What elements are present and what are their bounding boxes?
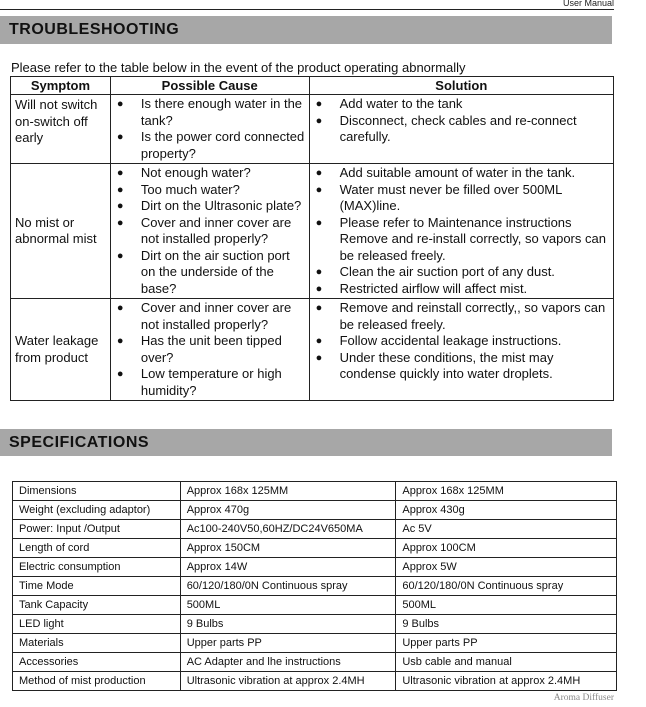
spec-label: Tank Capacity [13, 596, 181, 615]
spec-label: Weight (excluding adaptor) [13, 501, 181, 520]
troubleshooting-header-row [11, 77, 614, 95]
table-row [11, 95, 614, 164]
cause-item: ● Dirt on the Ultrasonic plate? [112, 198, 308, 215]
solution-item: ● Under these conditions, the mist may condense quickly into water droplets. [311, 350, 612, 383]
manual-label: User Manual [562, 0, 614, 8]
solution-item: ● Add water to the tank [311, 96, 612, 113]
spec-value: Approx 168x 125MM [180, 482, 396, 501]
spec-value: 500ML [180, 596, 396, 615]
header-rule [0, 9, 614, 10]
spec-row [13, 577, 617, 596]
spec-value: Approx 5W [396, 558, 617, 577]
symptom-cell: No mist or abnormal mist [11, 164, 111, 299]
spec-value: Approx 430g [396, 501, 617, 520]
cause-item: ● Low temperature or high humidity? [112, 366, 308, 399]
spec-value: Upper parts PP [180, 634, 396, 653]
spec-label: Length of cord [13, 539, 181, 558]
spec-value: Ultrasonic vibration at approx 2.4MH [180, 672, 396, 691]
table-row [11, 299, 614, 401]
spec-value: 9 Bulbs [180, 615, 396, 634]
spec-value: Approx 100CM [396, 539, 617, 558]
symptom-cell: Will not switch on-switch off early [11, 95, 111, 164]
spec-row [13, 672, 617, 691]
spec-value: Ac100-240V50,60HZ/DC24V650MA [180, 520, 396, 539]
cause-item: ● Not enough water? [112, 165, 308, 182]
cause-cell [110, 95, 309, 164]
solution-cell [309, 95, 613, 164]
solution-cell [309, 164, 613, 299]
spec-value: Approx 150CM [180, 539, 396, 558]
table-row [11, 164, 614, 299]
cause-item: ● Too much water? [112, 182, 308, 199]
spec-value: 9 Bulbs [396, 615, 617, 634]
solution-item: ● Follow accidental leakage instructions. [311, 333, 612, 350]
spec-label: Method of mist production [13, 672, 181, 691]
cause-item: ● Cover and inner cover are not installed properly? [112, 300, 308, 333]
spec-row [13, 558, 617, 577]
spec-row [13, 615, 617, 634]
spec-row [13, 520, 617, 539]
troubleshooting-title: TROUBLESHOOTING [9, 21, 180, 38]
cause-item: ● Cover and inner cover are not installed properly? [112, 215, 308, 248]
symptom-cell: Water leakage from product [11, 299, 111, 401]
spec-row [13, 482, 617, 501]
cause-item: ● Is the power cord connected property? [112, 129, 308, 162]
spec-value: 60/120/180/0N Continuous spray [180, 577, 396, 596]
spec-label: Accessories [13, 653, 181, 672]
solution-item: ● Add suitable amount of water in the tank. [311, 165, 612, 182]
specifications-table [12, 481, 617, 691]
cause-item: ● Dirt on the air suction port on the underside of the base? [112, 248, 308, 298]
spec-value: 60/120/180/0N Continuous spray [396, 577, 617, 596]
solution-item: ● Please refer to Maintenance instructions Remove and re-install correctly, so vapors can be released freely. [311, 215, 612, 265]
cause-cell [110, 164, 309, 299]
spec-label: Electric consumption [13, 558, 181, 577]
solution-item: ● Remove and reinstall correctly,, so vapors can be released freely. [311, 300, 612, 333]
spec-row [13, 634, 617, 653]
spec-row [13, 539, 617, 558]
cause-item: ● Has the unit been tipped over? [112, 333, 308, 366]
spec-value: 500ML [396, 596, 617, 615]
spec-row [13, 653, 617, 672]
spec-value: AC Adapter and lhe instructions [180, 653, 396, 672]
spec-value: Approx 470g [180, 501, 396, 520]
spec-label: LED light [13, 615, 181, 634]
column-header: Possible Cause [110, 77, 309, 95]
specifications-title: SPECIFICATIONS [9, 434, 150, 451]
spec-value: Ac 5V [396, 520, 617, 539]
troubleshooting-table [10, 76, 614, 401]
column-header: Solution [309, 77, 613, 95]
spec-label: Dimensions [13, 482, 181, 501]
spec-value: Usb cable and manual [396, 653, 617, 672]
troubleshooting-bar [0, 16, 612, 44]
spec-label: Power: Input /Output [13, 520, 181, 539]
solution-cell [309, 299, 613, 401]
solution-item: ● Water must never be filled over 500ML (MAX)line. [311, 182, 612, 215]
solution-item: ● Restricted airflow will affect mist. [311, 281, 612, 298]
cause-item: ● Is there enough water in the tank? [112, 96, 308, 129]
cause-cell [110, 299, 309, 401]
spec-value: Upper parts PP [396, 634, 617, 653]
specifications-bar [0, 429, 612, 456]
spec-value: Approx 14W [180, 558, 396, 577]
spec-value: Approx 168x 125MM [396, 482, 617, 501]
solution-item: ● Disconnect, check cables and re-connect carefully. [311, 113, 612, 146]
spec-label: Time Mode [13, 577, 181, 596]
spec-row [13, 596, 617, 615]
column-header: Symptom [11, 77, 111, 95]
solution-item: ● Clean the air suction port of any dust. [311, 264, 612, 281]
troubleshooting-intro: Please refer to the table below in the event of the product operating abnormally [11, 60, 466, 75]
footer-product-name: Aroma Diffuser [553, 693, 614, 703]
spec-value: Ultrasonic vibration at approx 2.4MH [396, 672, 617, 691]
spec-row [13, 501, 617, 520]
spec-label: Materials [13, 634, 181, 653]
